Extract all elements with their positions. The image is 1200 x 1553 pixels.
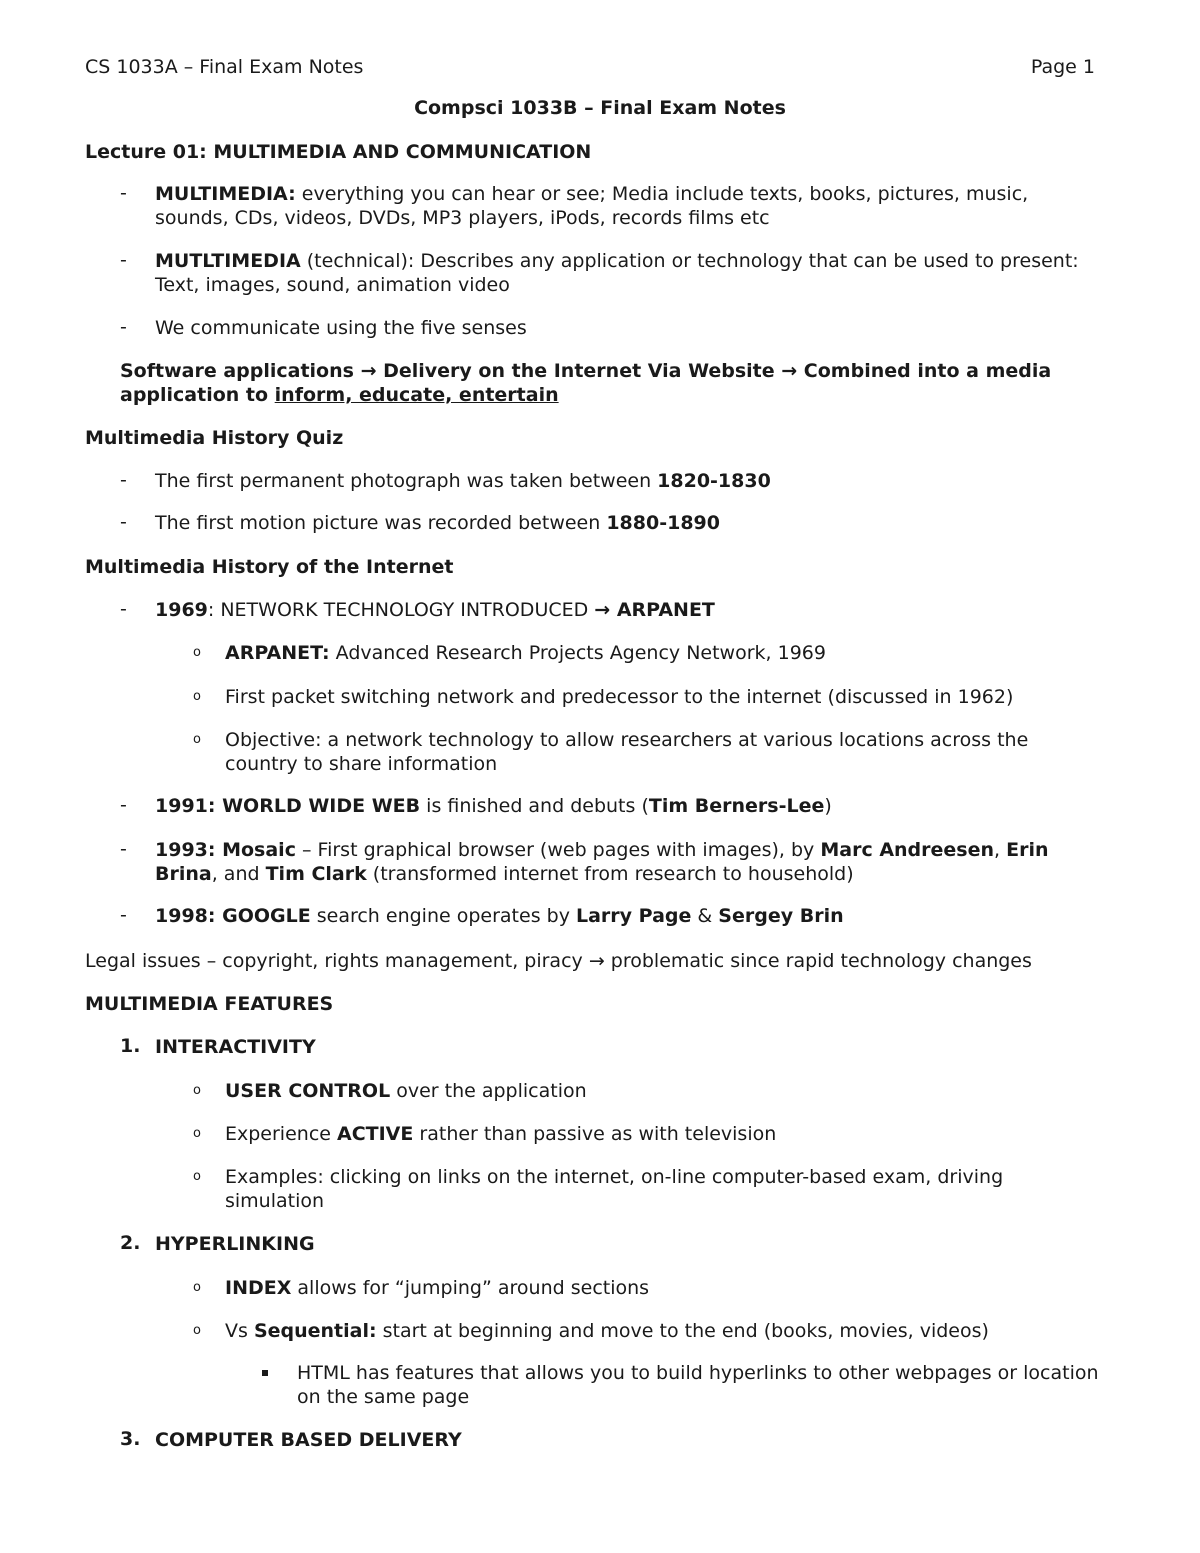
document-title: Compsci 1033B – Final Exam Notes — [414, 97, 786, 119]
history-item-1993: 1993: Mosaic – First graphical browser (web pages with images), by Marc Andreesen, Erin Brina, and Tim Clark (transformed internet from research to household) — [155, 839, 1049, 885]
arrow-icon: → — [588, 950, 605, 972]
dash-bullet: - — [120, 838, 127, 860]
features-heading: MULTIMEDIA FEATURES — [85, 993, 334, 1015]
circle-bullet-icon: o — [193, 645, 201, 660]
multimedia-technical-definition: MUTLTIMEDIA (technical): Describes any application or technology that can be used to present: Text, images, sound, animation video — [155, 250, 1079, 296]
packet-switching-item: First packet switching network and predecessor to the internet (discussed in 1962) — [225, 686, 1014, 708]
feature-interactivity: INTERACTIVITY — [155, 1036, 316, 1058]
feature-hyperlinking: HYPERLINKING — [155, 1233, 315, 1255]
dash-bullet: - — [120, 249, 127, 271]
user-control-item: USER CONTROL over the application — [225, 1080, 587, 1102]
objective-item: Objective: a network technology to allow researchers at various locations across the country to share information — [225, 729, 1029, 775]
feature-number: 2. — [120, 1232, 141, 1254]
experience-active-item: Experience ACTIVE rather than passive as with television — [225, 1123, 777, 1145]
history-item-1991: 1991: WORLD WIDE WEB is finished and debuts (Tim Berners-Lee) — [155, 795, 832, 817]
quiz-item-photograph: The first permanent photograph was taken between 1820-1830 — [155, 470, 771, 492]
feature-number: 3. — [120, 1428, 141, 1450]
history-item-1998: 1998: GOOGLE search engine operates by Larry Page & Sergey Brin — [155, 905, 844, 927]
quiz-heading: Multimedia History Quiz — [85, 427, 344, 449]
header-page-number: Page 1 — [1030, 56, 1095, 78]
lecture-heading: Lecture 01: MULTIMEDIA AND COMMUNICATION — [85, 141, 592, 163]
html-hyperlinks-item: HTML has features that allows you to build hyperlinks to other webpages or location on the same page — [297, 1362, 1099, 1408]
dash-bullet: - — [120, 182, 127, 204]
circle-bullet-icon: o — [193, 1083, 201, 1098]
dash-bullet: - — [120, 904, 127, 926]
dash-bullet: - — [120, 469, 127, 491]
dash-bullet: - — [120, 794, 127, 816]
software-flow-statement: Software applications → Delivery on the Internet Via Website → Combined into a media application to inform, educate, entertain — [120, 360, 1052, 406]
examples-item: Examples: clicking on links on the internet, on-line computer-based exam, driving simulation — [225, 1166, 1004, 1212]
dash-bullet: - — [120, 598, 127, 620]
feature-computer-based-delivery: COMPUTER BASED DELIVERY — [155, 1429, 462, 1451]
arrow-icon: → — [360, 360, 377, 382]
circle-bullet-icon: o — [193, 1126, 201, 1141]
sequential-item: Vs Sequential: start at beginning and move to the end (books, movies, videos) — [225, 1320, 989, 1342]
circle-bullet-icon: o — [193, 1169, 201, 1184]
circle-bullet-icon: o — [193, 1323, 201, 1338]
arrow-icon: → — [594, 599, 611, 621]
history-heading: Multimedia History of the Internet — [85, 556, 454, 578]
dash-bullet: - — [120, 316, 127, 338]
feature-number: 1. — [120, 1035, 141, 1057]
circle-bullet-icon: o — [193, 689, 201, 704]
header-course: CS 1033A – Final Exam Notes — [85, 56, 364, 78]
circle-bullet-icon: o — [193, 1280, 201, 1295]
dash-bullet: - — [120, 511, 127, 533]
arrow-icon: → — [781, 360, 798, 382]
quiz-item-motion-picture: The first motion picture was recorded between 1880-1890 — [155, 512, 720, 534]
legal-issues-line: Legal issues – copyright, rights management, piracy → problematic since rapid technology changes — [85, 950, 1032, 972]
five-senses-item: We communicate using the five senses — [155, 317, 527, 339]
history-item-1969: 1969: NETWORK TECHNOLOGY INTRODUCED → ARPANET — [155, 599, 715, 621]
index-item: INDEX allows for “jumping” around sections — [225, 1277, 650, 1299]
multimedia-definition: MULTIMEDIA: everything you can hear or see; Media include texts, books, pictures, music, sounds, CDs, videos, DVDs, MP3 players, iPods, records films etc — [155, 183, 1029, 229]
square-bullet-icon — [262, 1370, 268, 1376]
arpanet-definition: ARPANET: Advanced Research Projects Agency Network, 1969 — [225, 642, 826, 664]
circle-bullet-icon: o — [193, 732, 201, 747]
